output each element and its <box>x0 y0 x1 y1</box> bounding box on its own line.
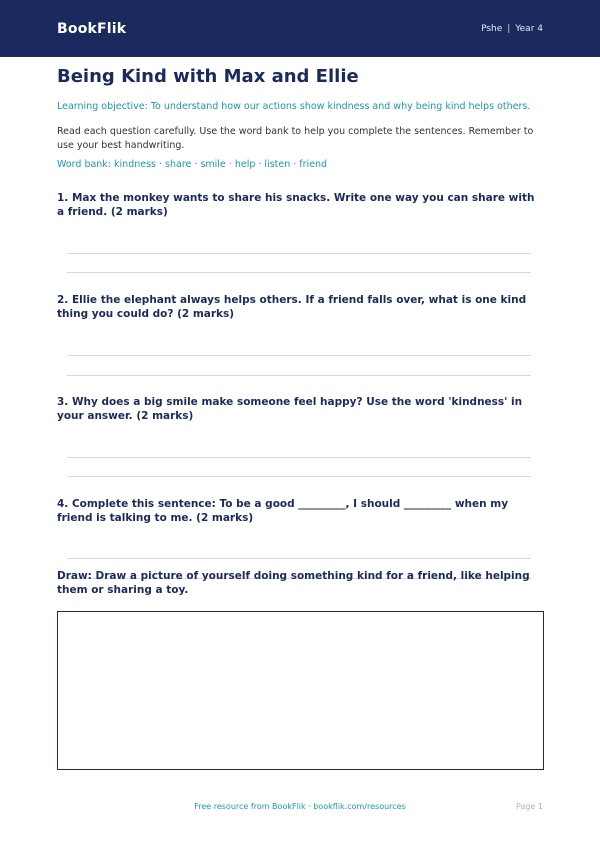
answer-line-4a[interactable] <box>67 558 531 559</box>
answer-line-3b[interactable] <box>67 476 531 477</box>
question-4: 4. Complete this sentence: To be a good _________, I should _________ when my friend is talking to me. (2 marks) <box>57 498 509 524</box>
drawing-box[interactable] <box>57 611 544 770</box>
instructions: Read each question carefully. Use the word bank to help you complete the sentences. Remember to use your best handwriting. <box>57 126 534 151</box>
answer-line-2b[interactable] <box>67 375 531 376</box>
answer-line-1b[interactable] <box>67 272 531 273</box>
subject-year-label <box>481 24 543 34</box>
answer-line-1a[interactable] <box>67 253 531 254</box>
learning-objective: Learning objective: To understand how our actions show kindness and why being kind helps others. <box>57 101 531 112</box>
draw-task: Draw: Draw a picture of yourself doing something kind for a friend, like helping them or sharing a toy. <box>57 570 530 596</box>
answer-line-2a[interactable] <box>67 355 531 356</box>
meta-separator: | <box>507 23 511 34</box>
brand-logo: BookFlik <box>57 20 127 37</box>
question-2: 2. Ellie the elephant always helps others. If a friend falls over, what is one kind thing you could do? (2 marks) <box>57 294 527 320</box>
word-bank: Word bank: kindness · share · smile · help · listen · friend <box>57 159 328 170</box>
subject-label: Pshe <box>481 23 503 34</box>
worksheet-title: Being Kind with Max and Ellie <box>57 66 359 87</box>
question-1: 1. Max the monkey wants to share his snacks. Write one way you can share with a friend. (2 marks) <box>57 192 535 218</box>
question-3: 3. Why does a big smile make someone feel happy? Use the word 'kindness' in your answer. (2 marks) <box>57 396 523 422</box>
footer-source: Free resource from BookFlik · bookflik.com/resources <box>194 802 406 811</box>
year-label: Year 4 <box>515 23 543 34</box>
answer-line-3a[interactable] <box>67 457 531 458</box>
page-header <box>0 0 600 57</box>
page-number: Page 1 <box>516 802 543 811</box>
